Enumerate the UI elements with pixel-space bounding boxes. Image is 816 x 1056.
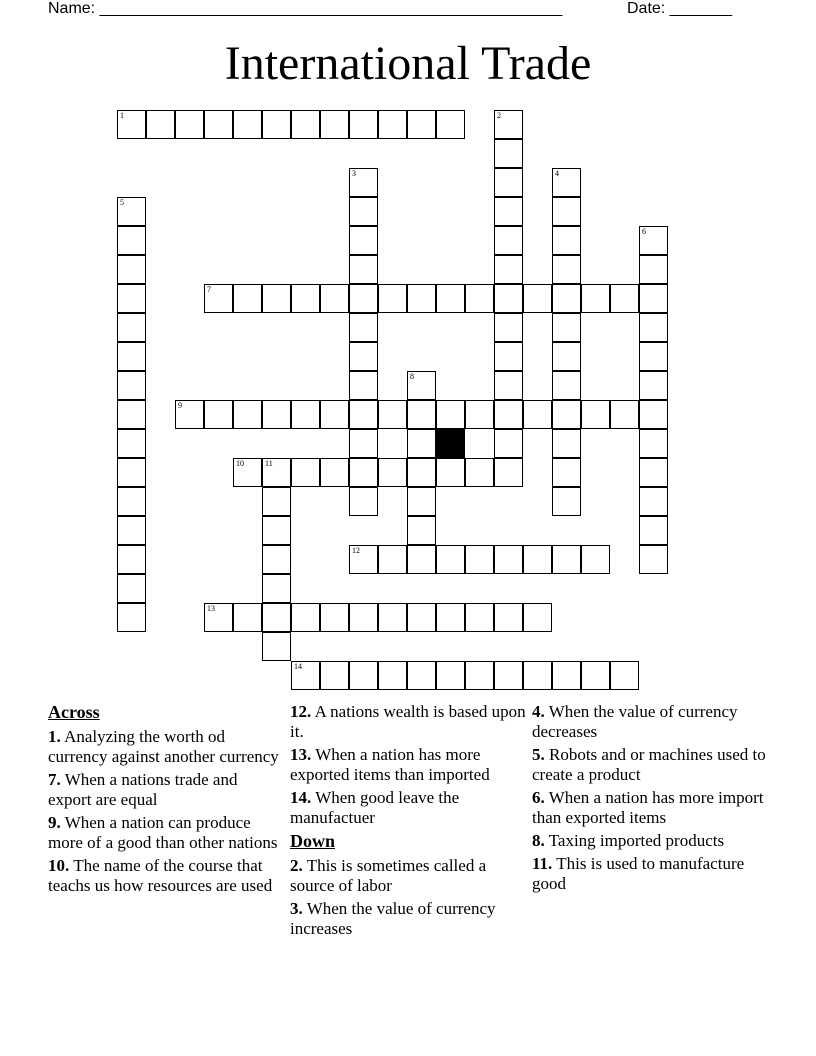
crossword-cell[interactable] — [552, 284, 581, 313]
crossword-cell[interactable] — [494, 458, 523, 487]
crossword-cell[interactable] — [233, 458, 262, 487]
down-clue: 11. This is used to manufacture good — [532, 854, 745, 893]
crossword-cell[interactable] — [494, 226, 523, 255]
crossword-cell[interactable] — [117, 574, 146, 603]
crossword-cell[interactable] — [407, 371, 436, 400]
crossword-cell[interactable] — [262, 110, 291, 139]
cell-number: 4 — [555, 169, 559, 178]
crossword-cell[interactable] — [639, 458, 668, 487]
cell-number: 6 — [642, 227, 646, 236]
crossword-cell[interactable] — [436, 110, 465, 139]
crossword-cell[interactable] — [349, 110, 378, 139]
clues-column-1 — [48, 702, 284, 899]
crossword-cell[interactable] — [320, 284, 349, 313]
crossword-cell[interactable] — [349, 313, 378, 342]
crossword-cell[interactable] — [436, 284, 465, 313]
crossword-cell[interactable] — [320, 110, 349, 139]
across-clue: 9. When a nation can produce more of a good than other nations — [48, 813, 278, 852]
crossword-cell[interactable] — [117, 255, 146, 284]
crossword-cell[interactable] — [378, 603, 407, 632]
crossword-cell[interactable] — [436, 400, 465, 429]
crossword-cell[interactable] — [465, 458, 494, 487]
crossword-cell[interactable] — [349, 400, 378, 429]
crossword-cell[interactable] — [349, 342, 378, 371]
crossword-cell[interactable] — [552, 197, 581, 226]
crossword-cell[interactable] — [117, 226, 146, 255]
cell-number: 9 — [178, 401, 182, 410]
crossword-cell[interactable] — [552, 545, 581, 574]
cell-number: 2 — [497, 111, 501, 120]
crossword-cell[interactable] — [204, 400, 233, 429]
crossword-cell[interactable] — [494, 313, 523, 342]
crossword-cell[interactable] — [320, 458, 349, 487]
crossword-cell[interactable] — [204, 603, 233, 632]
crossword-cell[interactable] — [494, 110, 523, 139]
crossword-cell[interactable] — [552, 371, 581, 400]
cell-number: 10 — [236, 459, 244, 468]
crossword-cell[interactable] — [407, 661, 436, 690]
crossword-cell[interactable] — [639, 516, 668, 545]
crossword-cell[interactable] — [117, 516, 146, 545]
crossword-cell[interactable] — [349, 545, 378, 574]
crossword-cell[interactable] — [407, 603, 436, 632]
crossword-cell[interactable] — [291, 661, 320, 690]
crossword-cell[interactable] — [552, 255, 581, 284]
across-clue: 14. When good leave the manufactuer — [290, 788, 460, 827]
crossword-cell[interactable] — [349, 487, 378, 516]
crossword-cell[interactable] — [494, 400, 523, 429]
crossword-cell[interactable] — [262, 284, 291, 313]
crossword-cell[interactable] — [639, 255, 668, 284]
crossword-cell[interactable] — [494, 371, 523, 400]
crossword-cell[interactable] — [320, 661, 349, 690]
crossword-cell[interactable] — [349, 284, 378, 313]
name-field-label: Name: ____________________________________________________ — [48, 0, 563, 17]
crossword-cell[interactable] — [552, 168, 581, 197]
crossword-cell[interactable] — [552, 226, 581, 255]
crossword-cell[interactable] — [320, 603, 349, 632]
crossword-cell[interactable] — [407, 284, 436, 313]
crossword-cell[interactable] — [581, 400, 610, 429]
crossword-cell[interactable] — [523, 545, 552, 574]
cell-number: 7 — [207, 285, 211, 294]
crossword-cell[interactable] — [581, 284, 610, 313]
crossword-cell[interactable] — [494, 603, 523, 632]
crossword-cell[interactable] — [117, 545, 146, 574]
crossword-cell[interactable] — [523, 284, 552, 313]
crossword-cell[interactable] — [407, 110, 436, 139]
crossword-cell[interactable] — [436, 603, 465, 632]
crossword-cell[interactable] — [378, 458, 407, 487]
crossword-cell[interactable] — [610, 661, 639, 690]
crossword-cell[interactable] — [552, 429, 581, 458]
crossword-cell[interactable] — [407, 545, 436, 574]
crossword-cell[interactable] — [494, 168, 523, 197]
crossword-cell[interactable] — [552, 342, 581, 371]
crossword-cell[interactable] — [146, 110, 175, 139]
crossword-cell[interactable] — [262, 545, 291, 574]
crossword-cell[interactable] — [117, 458, 146, 487]
across-heading: Across — [48, 702, 100, 722]
crossword-cell[interactable] — [291, 400, 320, 429]
crossword-cell[interactable] — [262, 603, 291, 632]
crossword-cell[interactable] — [291, 284, 320, 313]
crossword-cell[interactable] — [291, 110, 320, 139]
down-heading: Down — [290, 831, 336, 851]
down-clue: 5. Robots and or machines used to create a product — [532, 745, 766, 784]
crossword-cell[interactable] — [349, 197, 378, 226]
crossword-cell[interactable] — [291, 458, 320, 487]
crossword-cell[interactable] — [494, 429, 523, 458]
crossword-cell[interactable] — [262, 574, 291, 603]
down-clue: 8. Taxing imported products — [532, 831, 725, 850]
crossword-cell[interactable] — [581, 661, 610, 690]
crossword-cell[interactable] — [175, 110, 204, 139]
crossword-cell[interactable] — [465, 661, 494, 690]
crossword-cell[interactable] — [378, 545, 407, 574]
across-clue: 12. A nations wealth is based upon it. — [290, 702, 526, 741]
crossword-cell[interactable] — [262, 487, 291, 516]
crossword-cell[interactable] — [407, 516, 436, 545]
crossword-cell[interactable] — [233, 603, 262, 632]
crossword-cell[interactable] — [581, 545, 610, 574]
crossword-cell[interactable] — [639, 342, 668, 371]
crossword-cell[interactable] — [639, 284, 668, 313]
crossword-cell[interactable] — [523, 400, 552, 429]
crossword-cell[interactable] — [407, 400, 436, 429]
crossword-cell[interactable] — [639, 487, 668, 516]
crossword-cell[interactable] — [117, 429, 146, 458]
crossword-cell[interactable] — [639, 545, 668, 574]
crossword-cell[interactable] — [407, 458, 436, 487]
clues-column-3 — [532, 702, 768, 897]
crossword-cell[interactable] — [494, 139, 523, 168]
crossword-cell[interactable] — [639, 313, 668, 342]
crossword-cell[interactable] — [117, 313, 146, 342]
page-title: International Trade — [224, 37, 592, 90]
crossword-cell[interactable] — [610, 400, 639, 429]
crossword-cell[interactable] — [639, 429, 668, 458]
crossword-cell[interactable] — [349, 255, 378, 284]
crossword-cell[interactable] — [639, 226, 668, 255]
crossword-cell[interactable] — [407, 429, 436, 458]
across-clue: 13. When a nation has more exported items than imported — [290, 745, 490, 784]
crossword-cell[interactable] — [523, 661, 552, 690]
crossword-cell[interactable] — [117, 371, 146, 400]
crossword-cell[interactable] — [349, 603, 378, 632]
black-cell — [436, 429, 465, 458]
crossword-cell[interactable] — [233, 110, 262, 139]
cell-number: 12 — [352, 546, 360, 555]
crossword-cell[interactable] — [175, 400, 204, 429]
crossword-cell[interactable] — [494, 255, 523, 284]
crossword-cell[interactable] — [494, 197, 523, 226]
crossword-cell[interactable] — [552, 313, 581, 342]
down-clue: 6. When a nation has more import than exported items — [532, 788, 764, 827]
cell-number: 3 — [352, 169, 356, 178]
crossword-cell[interactable] — [262, 400, 291, 429]
crossword-cell[interactable] — [291, 603, 320, 632]
crossword-cell[interactable] — [378, 661, 407, 690]
across-clue: 7. When a nations trade and export are equal — [48, 770, 238, 809]
cell-number: 14 — [294, 662, 302, 671]
crossword-cell[interactable] — [117, 487, 146, 516]
crossword-cell[interactable] — [465, 284, 494, 313]
crossword-cell[interactable] — [262, 458, 291, 487]
crossword-cell[interactable] — [349, 429, 378, 458]
crossword-cell[interactable] — [349, 226, 378, 255]
crossword-cell[interactable] — [436, 458, 465, 487]
crossword-cell[interactable] — [233, 400, 262, 429]
crossword-cell[interactable] — [204, 110, 233, 139]
down-clue: 4. When the value of currency decreases — [532, 702, 738, 741]
crossword-cell[interactable] — [494, 342, 523, 371]
cell-number: 8 — [410, 372, 414, 381]
crossword-cell[interactable] — [233, 284, 262, 313]
crossword-cell[interactable] — [117, 603, 146, 632]
crossword-cell[interactable] — [552, 487, 581, 516]
crossword-cell[interactable] — [378, 110, 407, 139]
crossword-cell[interactable] — [494, 545, 523, 574]
clues-column-2 — [290, 702, 526, 942]
crossword-cell[interactable] — [494, 284, 523, 313]
crossword-cell[interactable] — [262, 632, 291, 661]
down-clue: 2. This is sometimes called a source of labor — [290, 856, 487, 895]
across-clue: 1. Analyzing the worth od currency against another currency — [48, 727, 279, 766]
date-field-label: Date: _______ — [627, 0, 732, 17]
cell-number: 5 — [120, 198, 124, 207]
crossword-cell[interactable] — [349, 168, 378, 197]
crossword-cell[interactable] — [349, 661, 378, 690]
crossword-cell[interactable] — [465, 400, 494, 429]
crossword-cell[interactable] — [262, 516, 291, 545]
crossword-cell[interactable] — [117, 197, 146, 226]
crossword-cell[interactable] — [552, 400, 581, 429]
crossword-cell[interactable] — [349, 458, 378, 487]
crossword-cell[interactable] — [117, 342, 146, 371]
crossword-cell[interactable] — [465, 545, 494, 574]
crossword-cell[interactable] — [639, 371, 668, 400]
crossword-cell[interactable] — [117, 284, 146, 313]
crossword-cell[interactable] — [639, 400, 668, 429]
crossword-cell[interactable] — [465, 603, 494, 632]
crossword-cell[interactable] — [523, 603, 552, 632]
crossword-cell[interactable] — [204, 284, 233, 313]
crossword-cell[interactable] — [552, 458, 581, 487]
cell-number: 1 — [120, 111, 124, 120]
crossword-cell[interactable] — [349, 371, 378, 400]
crossword-cell[interactable] — [407, 487, 436, 516]
crossword-cell[interactable] — [320, 400, 349, 429]
crossword-cell[interactable] — [610, 284, 639, 313]
crossword-cell[interactable] — [552, 661, 581, 690]
across-clue: 10. The name of the course that teachs us how resources are used — [48, 856, 273, 895]
crossword-cell[interactable] — [494, 661, 523, 690]
crossword-cell[interactable] — [117, 400, 146, 429]
crossword-cell[interactable] — [436, 661, 465, 690]
cell-number: 11 — [265, 459, 273, 468]
crossword-cell[interactable] — [378, 400, 407, 429]
crossword-cell[interactable] — [117, 110, 146, 139]
cell-number: 13 — [207, 604, 215, 613]
down-clue: 3. When the value of currency increases — [290, 899, 496, 938]
crossword-cell[interactable] — [378, 284, 407, 313]
crossword-cell[interactable] — [436, 545, 465, 574]
